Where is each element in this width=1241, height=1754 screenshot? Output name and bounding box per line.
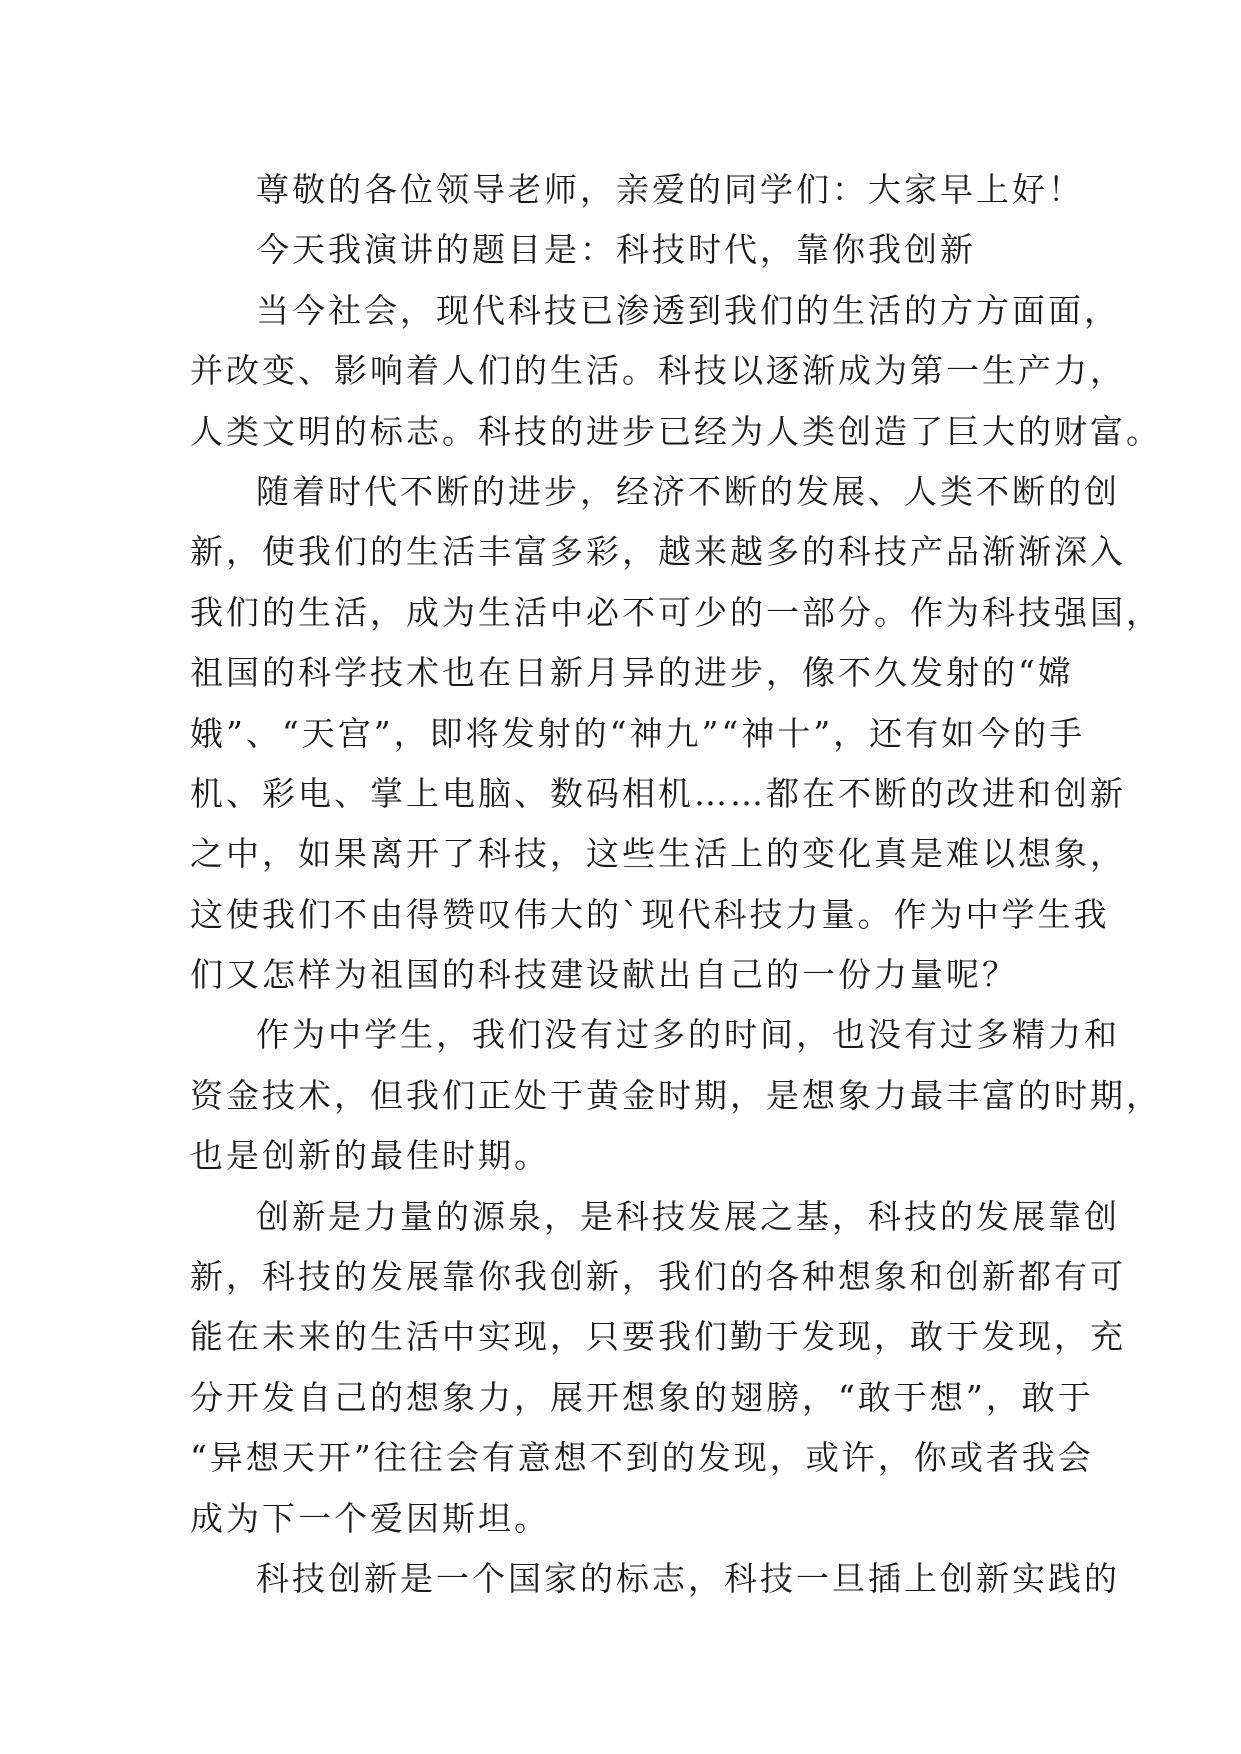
- text-line: 随着时代不断的进步，经济不断的发展、人类不断的创: [256, 471, 1120, 511]
- text-line: 尊敬的各位领导老师，亲爱的同学们：大家早上好！: [256, 170, 1084, 209]
- text-line: 人类文明的标志。科技的进步已经为人类创造了巨大的财富。: [190, 411, 1162, 451]
- text-line: 成为下一个爱因斯坦。: [190, 1498, 550, 1538]
- text-line: 并改变、影响着人们的生活。科技以逐渐成为第一生产力，: [190, 351, 1126, 391]
- text-line: 科技创新是一个国家的标志，科技一旦插上创新实践的: [256, 1558, 1120, 1598]
- text-line: 们又怎样为祖国的科技建设献出自己的一份力量呢？: [190, 955, 1018, 995]
- text-line: 作为中学生，我们没有过多的时间，也没有过多精力和: [256, 1015, 1120, 1055]
- text-line: 分开发自己的想象力，展开想象的翅膀，“敢于想”，敢于: [190, 1377, 1094, 1417]
- text-line: 今天我演讲的题目是：科技时代，靠你我创新: [256, 230, 976, 270]
- text-line: 这使我们不由得赞叹伟大的`现代科技力量。作为中学生我: [190, 894, 1110, 934]
- text-line: 资金技术，但我们正处于黄金时期，是想象力最丰富的时期，: [190, 1075, 1162, 1115]
- text-line: 娥”、“天宫”，即将发射的“神九”“神十”，还有如今的手: [190, 713, 1086, 753]
- text-line: 也是创新的最佳时期。: [190, 1136, 550, 1176]
- text-line: 新，使我们的生活丰富多彩，越来越多的科技产品渐渐深入: [190, 532, 1126, 572]
- text-line: 之中，如果离开了科技，这些生活上的变化真是难以想象，: [190, 834, 1126, 874]
- text-line: 能在未来的生活中实现，只要我们勤于发现，敢于发现，充: [190, 1317, 1126, 1357]
- text-line: “异想天开”往往会有意想不到的发现，或许，你或者我会: [190, 1438, 1094, 1478]
- text-line: 创新是力量的源泉，是科技发展之基，科技的发展靠创: [256, 1196, 1120, 1236]
- text-line: 当今社会，现代科技已渗透到我们的生活的方方面面，: [256, 290, 1120, 330]
- text-line: 机、彩电、掌上电脑、数码相机……都在不断的改进和创新: [190, 773, 1126, 813]
- document-body: [190, 160, 1162, 1609]
- text-line: 新，科技的发展靠你我创新，我们的各种想象和创新都有可: [190, 1257, 1126, 1297]
- text-line: 我们的生活，成为生活中必不可少的一部分。作为科技强国，: [190, 592, 1162, 632]
- text-line: 祖国的科学技术也在日新月异的进步，像不久发射的“嫦: [190, 653, 1074, 693]
